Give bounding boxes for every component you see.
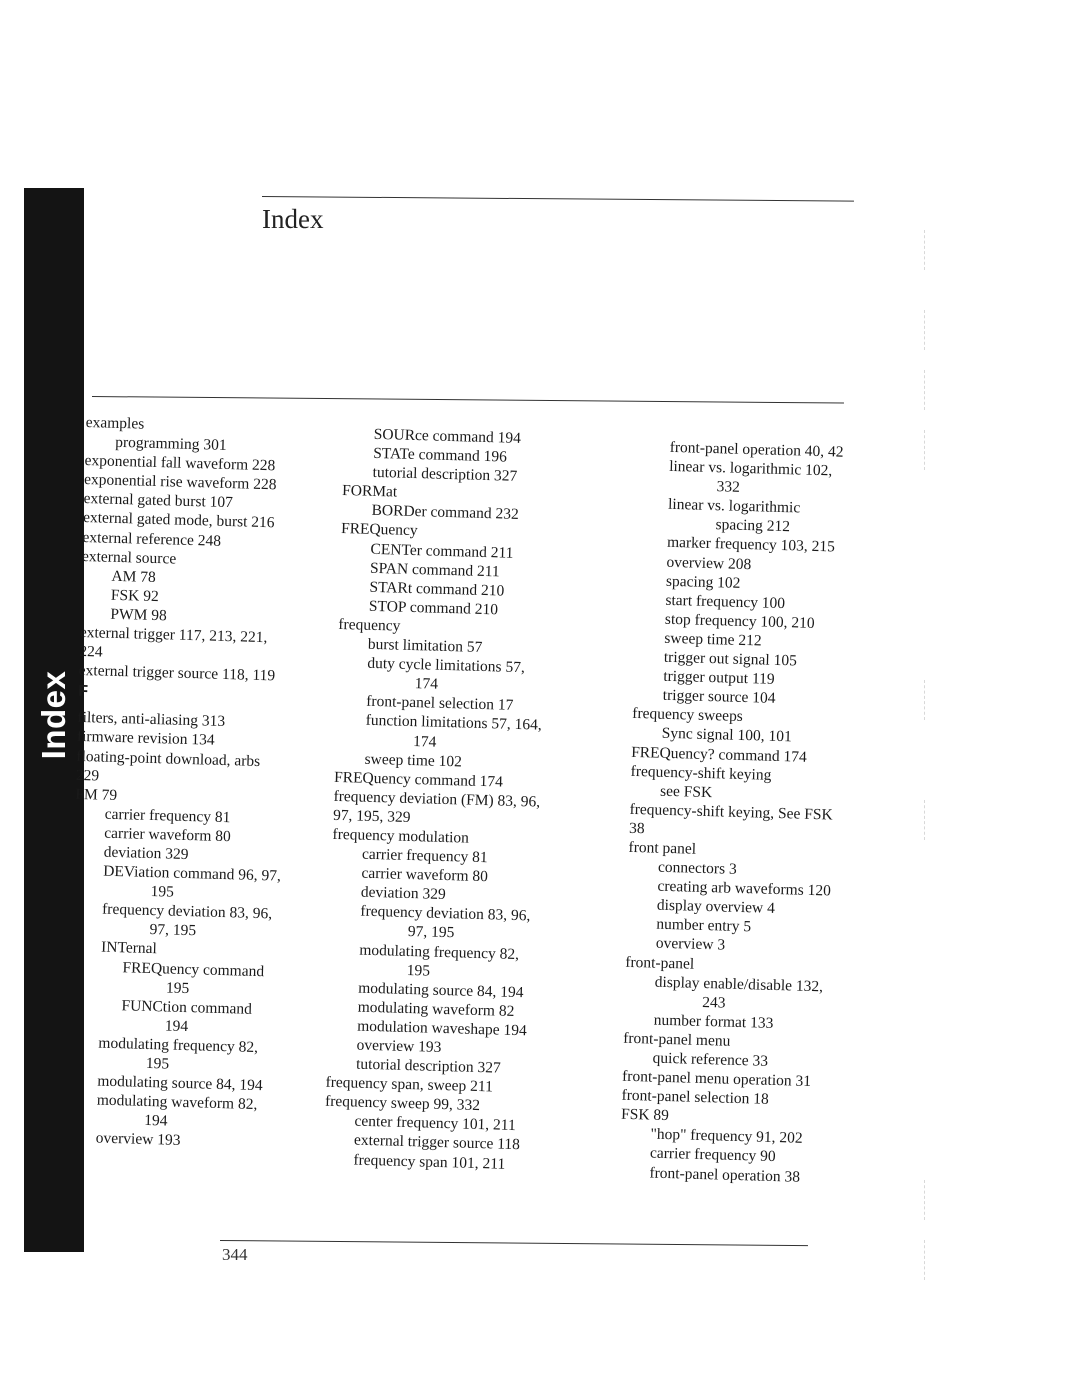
index-entry: examples [85, 413, 145, 433]
index-subentry: creating arb waveforms 120 [657, 877, 832, 900]
index-subentry: spacing 102 [665, 572, 741, 592]
index-entry: 224 [79, 643, 103, 661]
index-entry: FORMat [341, 482, 398, 501]
index-subentry: modulating source 84, 194 [358, 979, 524, 1001]
index-entry-continuation: 194 [164, 1017, 189, 1035]
index-subentry: connectors 3 [657, 858, 737, 878]
index-subentry: linear vs. logarithmic 102, [668, 457, 833, 480]
index-entry: frequency sweeps [632, 705, 744, 726]
index-subentry: frequency span 101, 211 [353, 1151, 506, 1173]
index-entry: external trigger 117, 213, 221, [79, 623, 268, 647]
index-subentry: CENTer command 211 [370, 540, 514, 562]
index-subentry: INTernal [100, 939, 158, 958]
index-entry: frequency [338, 615, 401, 635]
index-entry-continuation: 195 [406, 961, 431, 980]
index-subentry: modulating waveform 82 [357, 998, 515, 1020]
index-subentry: trigger source 104 [662, 686, 776, 708]
index-subentry: function limitations 57, 164, [365, 712, 542, 735]
index-entry: FREQuency [340, 520, 418, 540]
index-subentry: tutorial description 327 [355, 1055, 501, 1077]
index-entry-continuation: 243 [702, 993, 726, 1012]
index-entry: FSK 89 [620, 1106, 670, 1125]
index-subentry: carrier frequency 81 [361, 845, 488, 867]
index-subentry: Sync signal 100, 101 [661, 725, 792, 746]
index-entry: floating-point download, arbs [76, 747, 261, 770]
index-subentry: STOP command 210 [368, 597, 499, 619]
index-subentry: start frequency 100 [665, 591, 786, 612]
index-subentry: trigger out signal 105 [663, 648, 798, 670]
index-subentry: display enable/disable 132, [654, 973, 824, 995]
index-subentry: quick reference 33 [652, 1049, 769, 1070]
index-subentry: carrier waveform 80 [361, 864, 489, 886]
index-subsubentry: FREQuency command [122, 958, 265, 980]
section-rule [92, 396, 844, 404]
index-subentry: front-panel selection 17 [366, 693, 514, 715]
index-entry: frequency span, sweep 211 [325, 1073, 494, 1096]
index-subentry: tutorial description 327 [372, 464, 518, 486]
index-subentry: modulating frequency 82, [98, 1034, 259, 1056]
index-entry: front-panel menu operation 31 [621, 1067, 812, 1091]
page-number: 344 [222, 1245, 248, 1264]
index-subentry: "hop" frequency 91, 202 [650, 1125, 803, 1148]
index-column-3 [619, 437, 900, 1189]
index-subentry: DEViation command 96, 97, [102, 862, 282, 885]
index-entry-continuation: 174 [412, 732, 437, 751]
index-entry: firmware revision 134 [76, 728, 215, 750]
index-subentry: overview 3 [655, 935, 726, 955]
index-entry-continuation: spacing 212 [715, 516, 791, 536]
index-subentry: FSK 92 [110, 586, 159, 605]
index-column-1 [65, 413, 345, 1154]
index-entry: FREQuency? command 174 [630, 743, 808, 766]
index-subentry: duty cycle limitations 57, [367, 654, 526, 677]
index-entry-continuation: 174 [414, 675, 439, 693]
index-subentry: SOURce command 194 [373, 425, 522, 447]
index-subentry: external trigger source 118 [353, 1132, 521, 1154]
index-subentry: sweep time 102 [364, 750, 463, 771]
index-entry: frequency deviation (FM) 83, 96, [333, 787, 541, 811]
index-subentry: burst limitation 57 [367, 635, 483, 656]
index-entry: front panel [628, 838, 697, 858]
index-subentry: marker frequency 103, 215 [666, 534, 836, 556]
index-subentry: number entry 5 [656, 915, 752, 936]
index-subentry: see FSK [659, 782, 713, 801]
index-entry: frequency-shift keying, See FSK [629, 800, 833, 824]
index-thumb-label [24, 640, 84, 790]
index-subentry: carrier waveform 80 [104, 824, 231, 846]
index-subentry: trigger output 119 [663, 667, 775, 688]
index-entry: frequency modulation [332, 825, 470, 847]
index-subentry: STARt command 210 [369, 578, 505, 600]
index-entry-continuation: 195 [150, 883, 175, 901]
index-entry: FREQuency command 174 [333, 768, 504, 791]
index-subentry: modulating waveform 82, [96, 1091, 258, 1114]
index-subentry: stop frequency 100, 210 [664, 610, 815, 632]
index-entry-continuation: 332 [716, 478, 741, 496]
index-entry: exponential rise waveform 228 [83, 471, 277, 494]
index-entry: front-panel menu [622, 1029, 731, 1050]
index-entry-continuation: 195 [145, 1054, 170, 1073]
index-entry: exponential fall waveform 228 [84, 452, 276, 475]
index-subsubentry: FUNCtion command [121, 996, 253, 1018]
header-rule [262, 196, 854, 202]
index-subentry: sweep time 212 [664, 629, 762, 650]
page-title: Index [262, 204, 324, 234]
index-subentry: front-panel operation 40, 42 [669, 438, 844, 461]
index-entry: front-panel [625, 953, 695, 973]
index-entry: external trigger source 118, 119 [78, 662, 276, 685]
index-subentry: frequency deviation 83, 96, [360, 902, 531, 925]
index-subentry: carrier frequency 81 [104, 805, 231, 826]
index-subentry: modulating source 84, 194 [97, 1072, 263, 1095]
index-entry: external reference 248 [82, 528, 222, 550]
index-subentry: linear vs. logarithmic [667, 496, 801, 517]
index-entry-continuation: 97, 195 [149, 921, 197, 940]
index-entry-continuation: 97, 195 [407, 923, 455, 942]
index-entry: 229 [75, 766, 100, 785]
index-entry: frequency sweep 99, 332 [324, 1093, 481, 1115]
index-subentry: modulation waveshape 194 [356, 1017, 527, 1040]
index-entry: FM 79 [75, 785, 118, 804]
footer-rule [220, 1240, 808, 1246]
index-subentry: deviation 329 [103, 843, 189, 864]
index-subentry: number format 133 [653, 1011, 774, 1032]
index-entry-continuation: 194 [144, 1112, 168, 1130]
index-subentry: front-panel operation 38 [649, 1164, 801, 1186]
index-entry: external gated mode, burst 216 [82, 509, 275, 532]
index-subentry: PWM 98 [110, 605, 168, 625]
index-entry: filters, anti-aliasing 313 [77, 709, 226, 731]
index-entry: external gated burst 107 [83, 490, 234, 512]
index-entry: 97, 195, 329 [332, 806, 411, 826]
index-subentry: modulating frequency 82, [359, 941, 520, 963]
index-subentry: overview 208 [666, 553, 752, 573]
index-subentry: deviation 329 [360, 883, 446, 904]
index-entry-continuation: 195 [165, 979, 190, 997]
index-column-2 [323, 424, 604, 1176]
index-entry: front-panel selection 18 [621, 1086, 769, 1109]
scan-edge-marks [904, 180, 974, 1310]
index-subentry: carrier frequency 90 [649, 1145, 776, 1166]
index-entry: 38 [628, 819, 645, 838]
index-subentry: programming 301 [114, 433, 227, 455]
section-letter: F [77, 683, 89, 701]
index-subentry: AM 78 [111, 567, 157, 586]
index-subentry: overview 193 [95, 1129, 181, 1150]
index-subentry: frequency deviation 83, 96, [101, 900, 273, 923]
index-subentry: SPAN command 211 [369, 559, 500, 581]
index-entry: external source [81, 547, 177, 568]
index-subentry: BORDer command 232 [371, 502, 520, 524]
index-subentry: display overview 4 [656, 896, 776, 918]
index-subentry: center frequency 101, 211 [354, 1112, 516, 1135]
index-subentry: overview 193 [356, 1036, 442, 1056]
index-entry: frequency-shift keying [630, 762, 772, 784]
index-subentry: STATe command 196 [372, 444, 508, 466]
thumb-tab-text: Index [35, 670, 72, 760]
